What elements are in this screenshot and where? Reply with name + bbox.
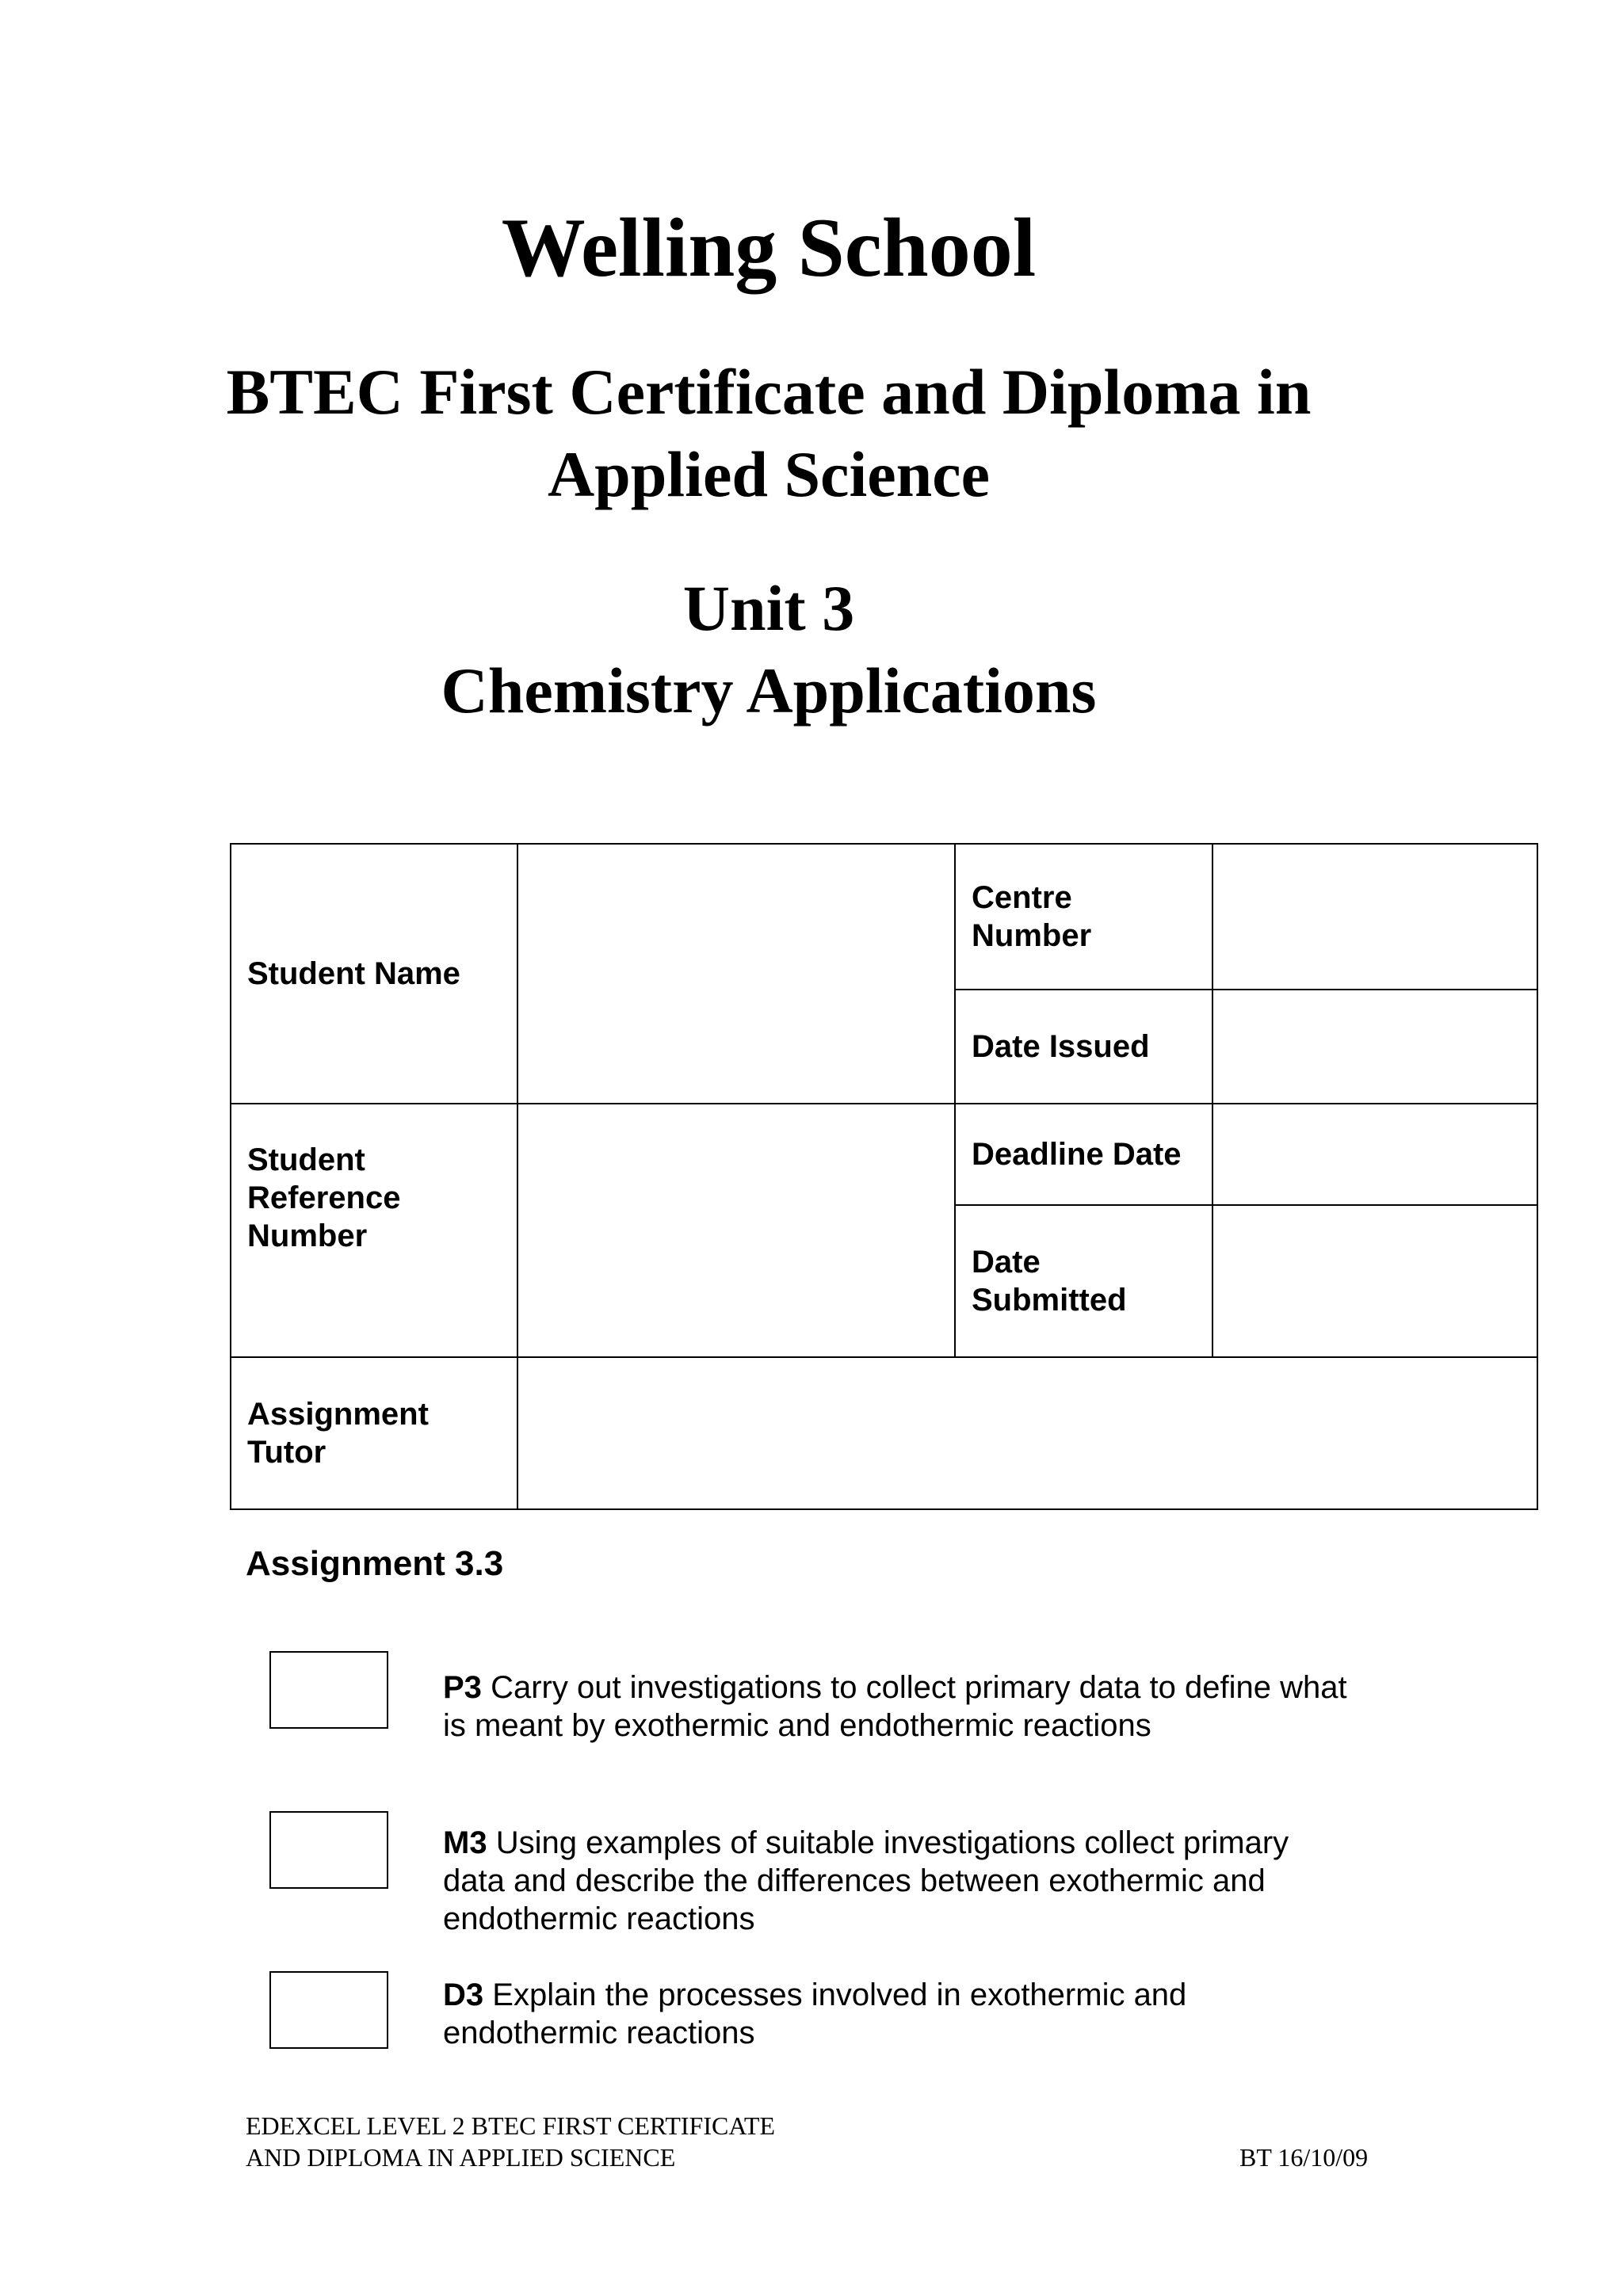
criterion-d3-text: D3 Explain the processes involved in exothermic and endothermic reactions	[443, 1978, 1187, 2050]
course-title-line-1: BTEC First Certificate and Diploma in	[226, 356, 1312, 428]
student-reference-label: Student Reference Number	[231, 1104, 517, 1357]
criterion-m3-text: M3 Using examples of suitable investigations collect primary data and describe the differences between exothermic and endothermic reactions	[443, 1825, 1289, 1936]
date-issued-field[interactable]	[1212, 990, 1537, 1104]
student-info-table	[230, 843, 1538, 1510]
student-reference-field[interactable]	[517, 1104, 955, 1357]
centre-number-label: Centre Number	[955, 844, 1212, 990]
course-title-line-2: Applied Science	[547, 438, 991, 510]
unit-title	[0, 567, 1537, 732]
assignment-tutor-field[interactable]	[517, 1357, 1537, 1509]
footer-qualification: EDEXCEL LEVEL 2 BTEC FIRST CERTIFICATE AND DIPLOMA IN APPLIED SCIENCE	[246, 2111, 775, 2172]
course-title	[0, 351, 1537, 516]
criterion-code: P3	[443, 1670, 482, 1705]
deadline-date-label: Deadline Date	[955, 1104, 1212, 1205]
assignment-heading: Assignment 3.3	[246, 1544, 504, 1583]
student-name-field[interactable]	[517, 844, 955, 1104]
criterion-p3-text: P3 Carry out investigations to collect primary data to define what is meant by exothermic and endothermic reactions	[443, 1670, 1347, 1743]
student-name-label: Student Name	[231, 844, 517, 1104]
criterion-code: M3	[443, 1825, 487, 1860]
date-submitted-label: Date Submitted	[955, 1205, 1212, 1357]
criterion-d3-checkbox[interactable]	[269, 1971, 388, 2049]
criterion-code: D3	[443, 1978, 484, 2012]
unit-number: Unit 3	[682, 572, 855, 644]
criterion-p3-checkbox[interactable]	[269, 1651, 388, 1729]
date-submitted-field[interactable]	[1212, 1205, 1537, 1357]
centre-number-field[interactable]	[1212, 844, 1537, 990]
date-issued-label: Date Issued	[955, 990, 1212, 1104]
unit-name: Chemistry Applications	[441, 654, 1097, 727]
criterion-m3-checkbox[interactable]	[269, 1811, 388, 1889]
deadline-date-field[interactable]	[1212, 1104, 1537, 1205]
footer-reference: BT 16/10/09	[1239, 2143, 1369, 2172]
assignment-tutor-label: Assignment Tutor	[231, 1357, 517, 1509]
school-name: Welling School	[501, 201, 1037, 294]
